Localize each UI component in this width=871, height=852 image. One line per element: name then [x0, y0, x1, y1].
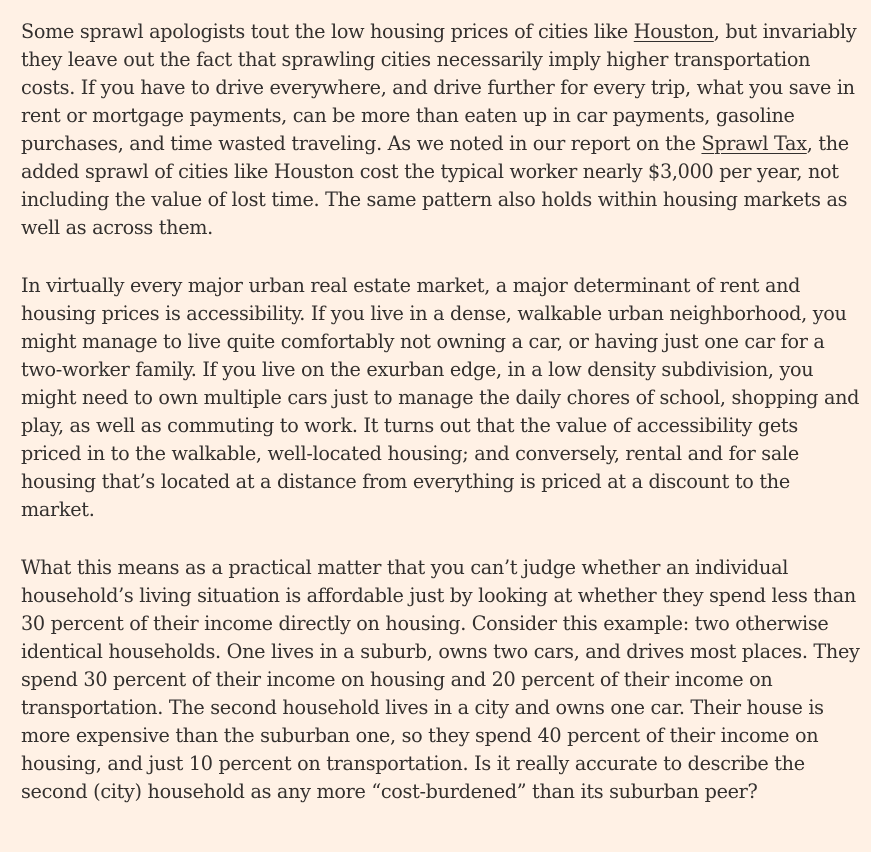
sprawl-tax-link[interactable]: Sprawl Tax [701, 132, 807, 155]
paragraph-1-text-end: , the added sprawl of cities like Houston cost the typical worker nearly $3,000 per year, not including the value of lost time. The same pattern also holds within housing markets as well as across them. [21, 132, 849, 239]
paragraph-1-text-middle: , but invariably they leave out the fact that sprawling cities necessarily imply higher transportation costs. If you have to drive everywhere, and drive further for every trip, what you save in rent or mortgage payments, can be more than eaten up in car payments, gasoline purchases, and time wasted traveling. As we noted in our report on the [21, 20, 857, 155]
article-body [21, 18, 861, 836]
paragraph-affordability-example: What this means as a practical matter that you can’t judge whether an individual household’s living situation is affordable just by looking at whether they spend less than 30 percent of their income directly on housing. Consider this example: two otherwise identical households. One lives in a suburb, owns two cars, and drives most places. They spend 30 percent of their income on housing and 20 percent of their income on transportation. The second household lives in a city and owns one car. Their house is more expensive than the suburban one, so they spend 40 percent of their income on housing, and just 10 percent on transportation. Is it really accurate to describe the second (city) household as any more “cost-burdened” than its suburban peer? [21, 556, 860, 803]
paragraph-1-text-start: Some sprawl apologists tout the low housing prices of cities like [21, 20, 634, 43]
paragraph-accessibility: In virtually every major urban real estate market, a major determinant of rent and housing prices is accessibility. If you live in a dense, walkable urban neighborhood, you might manage to live quite comfortably not owning a car, or having just one car for a two-worker family. If you live on the exurban edge, in a low density subdivision, you might need to own multiple cars just to manage the daily chores of school, shopping and play, as well as commuting to work. It turns out that the value of accessibility gets priced in to the walkable, well-located housing; and conversely, rental and for sale housing that’s located at a distance from everything is priced at a discount to the market. [21, 274, 860, 521]
houston-link[interactable]: Houston [633, 20, 714, 43]
paragraph-sprawl-costs [21, 18, 861, 242]
